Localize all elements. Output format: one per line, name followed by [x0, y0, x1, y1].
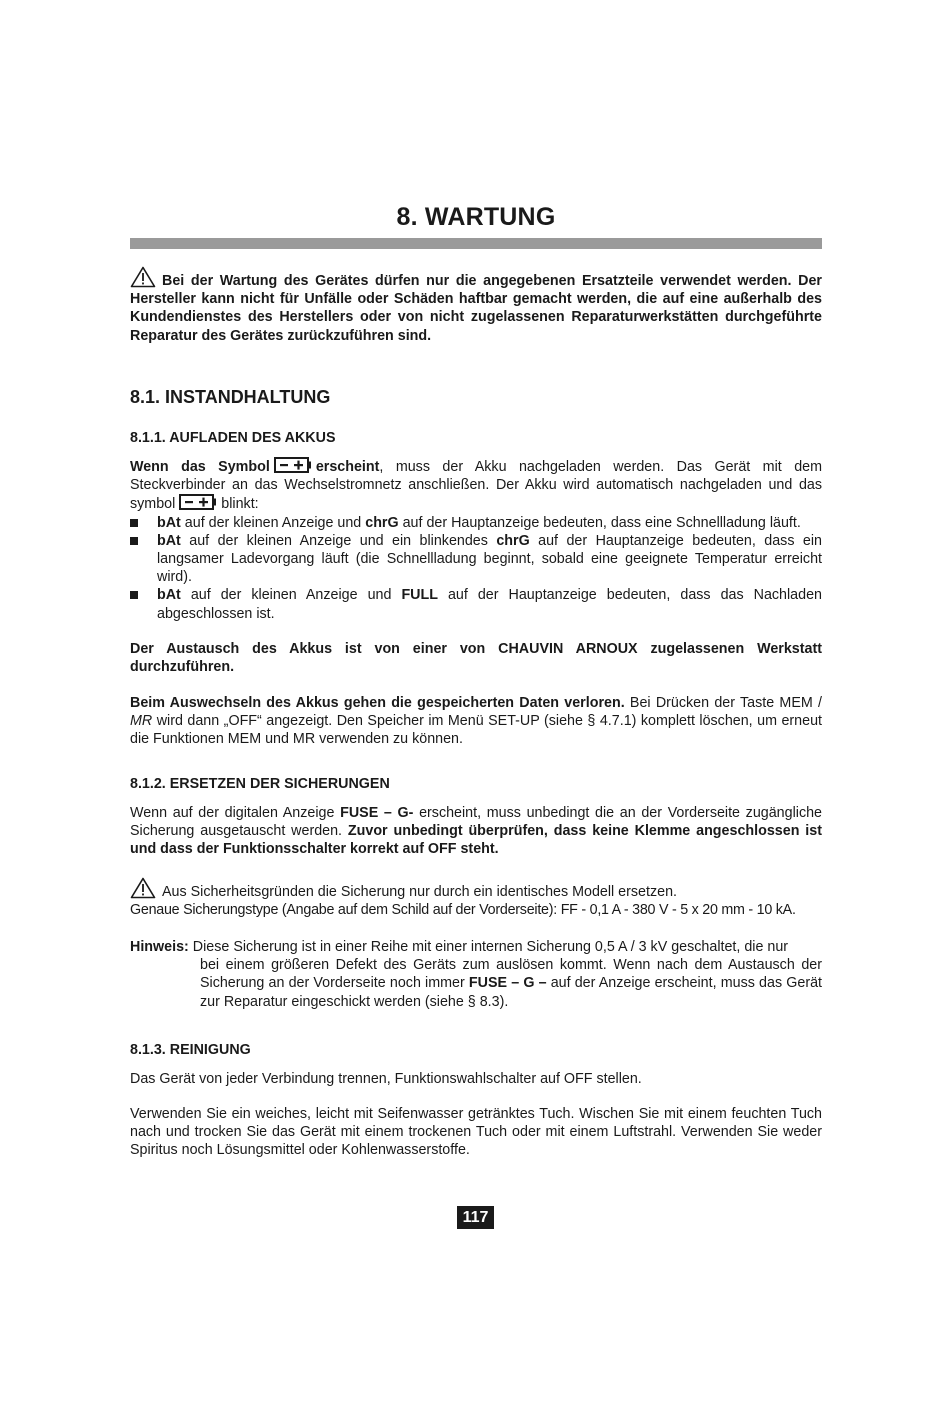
battery-intro-rest: , muss der Akku nachgeladen werden. Das Gerät mit dem Steckverbinder an das Wechselstromnetz anschließen. Der Akku wird automatisch nachgeladen und das symbol	[130, 459, 822, 513]
hinweis-text-3: auf der Anzeige erscheint, muss das Gerät zur Reparatur eingeschickt werden (siehe § 8.3).	[200, 975, 822, 1010]
list-text: auf der kleinen Anzeige und	[180, 587, 402, 604]
battery-intro-bold-2: erscheint	[315, 459, 380, 475]
display-code: chrG	[496, 532, 530, 549]
square-bullet-icon	[130, 537, 138, 545]
warning-triangle-icon	[130, 266, 156, 288]
subsection-heading-akku: 8.1.1. AUFLADEN DES AKKUS	[130, 430, 336, 446]
square-bullet-icon	[130, 519, 138, 527]
hinweis-text-2: bei einem größeren Defekt des Geräts zum auslösen kommt. Wenn nach dem Austausch der Sicherung an der Vorderseite noch immer	[200, 957, 822, 992]
cleaning-paragraph-2: Verwenden Sie ein weiches, leicht mit Seifenwasser getränktes Tuch. Wischen Sie mit einem feuchten Tuch nach und trocken Sie das Gerät mit einem trockenen Tuch oder mit einem Luftstrahl. Verwenden Sie weder Spiritus noch Lösungsmittel oder Kohlenwasserstoffe.	[130, 1106, 822, 1159]
display-code: bAt	[157, 514, 181, 531]
display-code: FULL	[401, 587, 438, 604]
list-item	[130, 586, 822, 622]
battery-icon	[179, 494, 217, 510]
subsection-heading-sicherungen: 8.1.2. ERSETZEN DER SICHERUNGEN	[130, 776, 390, 792]
fuse-text: Wenn auf der digitalen Anzeige	[130, 805, 341, 821]
list-text: auf der kleinen Anzeige und ein blinkendes	[180, 532, 497, 549]
list-text: auf der Hauptanzeige bedeuten, dass ein langsamer Ladevorgang läuft (die Schnellladung beginnt, sobald eine geeignete Temperatur erreicht wird).	[157, 532, 822, 586]
warning-triangle-icon	[130, 877, 156, 899]
fuse-text-2: erscheint, muss unbedingt die an der Vorderseite zugängliche Sicherung ausgetauscht werden.	[130, 805, 822, 840]
list-text: auf der kleinen Anzeige und	[180, 514, 366, 531]
list-item	[130, 532, 822, 587]
data-loss-text-2: wird dann „OFF“ angezeigt. Den Speicher im Menü SET-UP (siehe § 4.7.1) komplett löschen, um erneut die Funktionen MEM und MR verwenden zu können.	[130, 713, 822, 748]
battery-icon	[274, 457, 312, 473]
fuse-warning	[130, 877, 822, 919]
fuse-check-bold: Zuvor unbedingt überprüfen, dass keine Klemme angeschlossen ist und dass der Funktionsschalter korrekt auf OFF steht.	[130, 823, 822, 858]
hinweis-note	[130, 938, 822, 1011]
maintenance-warning	[130, 266, 822, 345]
data-loss-italic: MR	[130, 713, 153, 730]
battery-intro-bold: Wenn das Symbol	[130, 459, 270, 475]
page-title: 8. WARTUNG	[396, 203, 556, 231]
display-code: bAt	[157, 532, 181, 549]
battery-intro-end: blinkt:	[221, 496, 259, 513]
maintenance-warning-text: Bei der Wartung des Gerätes dürfen nur die angegebenen Ersatzteile verwendet werden. Der Hersteller kann nicht für Unfälle oder Schäden haftbar gemacht werden, die auf eine außerhalb des Kundendienstes des Herstellers oder von nicht zugelassenen Reparaturwerkstätten durchgeführte Reparatur des Gerätes zurückzuführen sind.	[130, 273, 822, 344]
fuse-code: FUSE – G –	[468, 975, 547, 992]
square-bullet-icon	[130, 591, 138, 599]
battery-charging-paragraph	[130, 457, 822, 623]
hinweis-text: Diese Sicherung ist in einer Reihe mit einer internen Sicherung 0,5 A / 3 kV geschaltet, die nur	[192, 939, 789, 955]
title-rule	[130, 238, 822, 249]
fuse-type-text: Genaue Sicherungstype (Angabe auf dem Schild auf der Vorderseite): FF - 0,1 A - 380 V - 5 x 20 mm - 10 kA.	[130, 902, 796, 919]
hinweis-continuation	[130, 956, 822, 1011]
data-loss-text: Bei Drücken der Taste MEM /	[624, 695, 823, 711]
list-text: auf der Hauptanzeige bedeuten, dass das Nachladen abgeschlossen ist.	[157, 587, 822, 622]
fuse-paragraph	[130, 804, 822, 859]
data-loss-paragraph	[130, 694, 822, 749]
hinweis-label: Hinweis:	[130, 939, 189, 955]
subsection-heading-reinigung: 8.1.3. REINIGUNG	[130, 1042, 251, 1058]
cleaning-paragraph-1: Das Gerät von jeder Verbindung trennen, Funktionswahlschalter auf OFF stellen.	[130, 1071, 642, 1087]
display-code: chrG	[365, 514, 399, 531]
fuse-code: FUSE – G-	[340, 805, 414, 821]
list-item	[130, 514, 822, 532]
data-loss-bold: Beim Auswechseln des Akkus gehen die gespeicherten Daten verloren.	[130, 695, 625, 711]
charging-status-list	[130, 514, 822, 623]
battery-replacement-note: Der Austausch des Akkus ist von einer von CHAUVIN ARNOUX zugelassenen Werkstatt durchzuführen.	[130, 641, 822, 676]
display-code: bAt	[157, 587, 181, 604]
section-heading-instandhaltung: 8.1. INSTANDHALTUNG	[130, 387, 331, 407]
hinweis-first-line	[130, 938, 822, 956]
list-text: auf der Hauptanzeige bedeuten, dass eine Schnellladung läuft.	[398, 514, 801, 531]
fuse-warning-text: Aus Sicherheitsgründen die Sicherung nur durch ein identisches Modell ersetzen.	[162, 884, 677, 900]
page-number: 117	[457, 1206, 494, 1229]
